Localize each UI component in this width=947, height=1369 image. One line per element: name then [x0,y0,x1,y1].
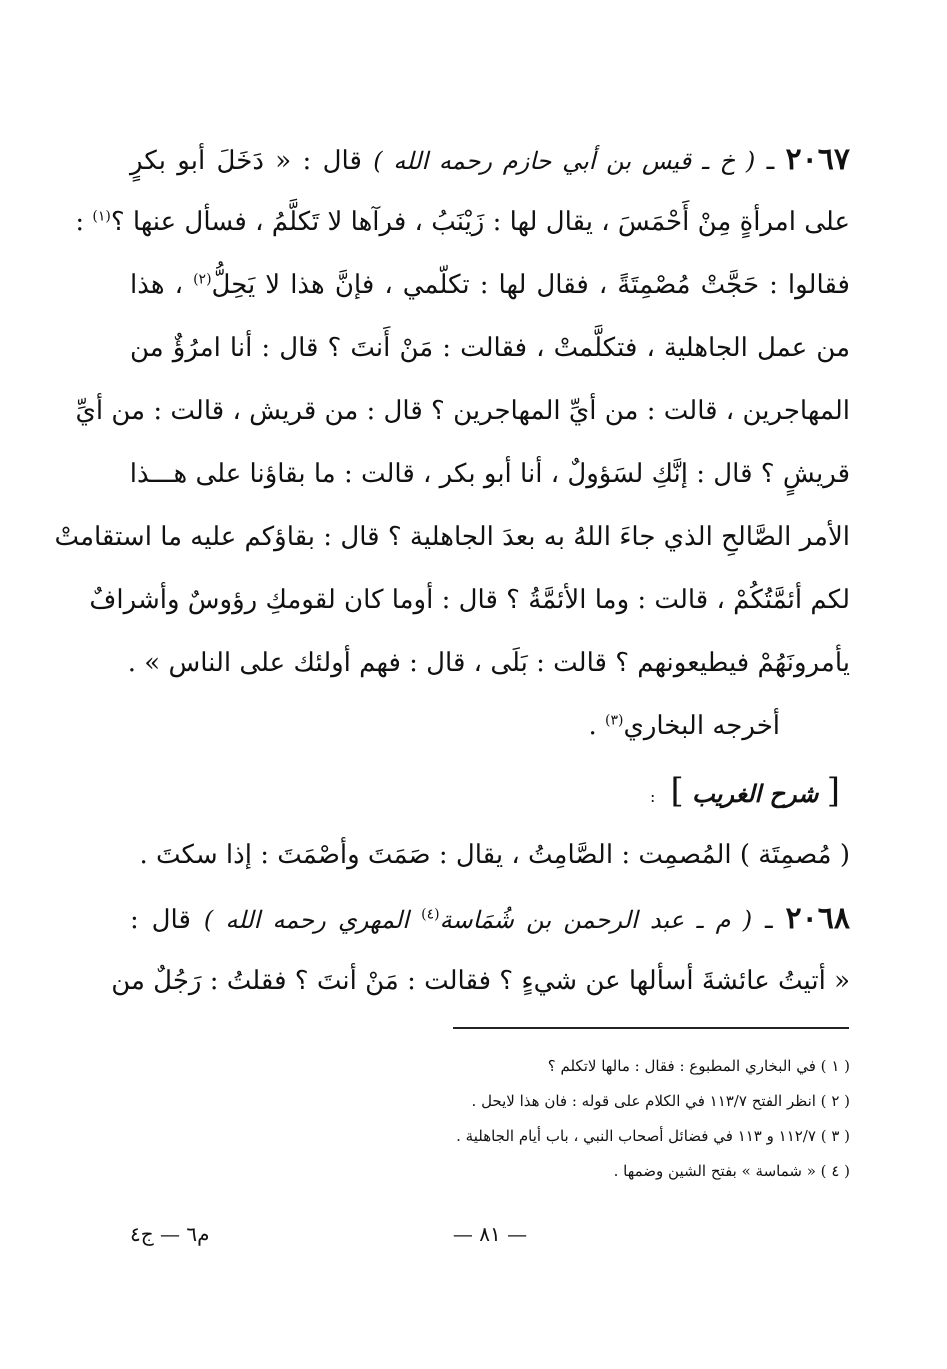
footnote-2: ( ٢ ) انظر الفتح ١١٣/٧ في الكلام على قوله : فان هذا لايحل . [471,1092,850,1110]
hadith-2067-line-4: من عمل الجاهلية ، فتكلَّمتْ ، فقالت : مَنْ أَنتَ ؟ قال : أنا امرُؤٌ من [130,333,850,363]
footnote-ref-1: (١) [92,208,111,225]
footnote-ref-3: (٣) [605,712,624,729]
footnote-4: ( ٤ ) « شماسة » بفتح الشين وضمها . [613,1162,850,1180]
hadith-2067-line-3: فقالوا : حَجَّتْ مُصْمِتَةً ، فقال لها : تكلّمي ، فإنَّ هذا لا يَحِلُّ$^{(٢)}$ ، هذا [130,270,850,300]
gharib-explanation: ( مُصمِتَة ) المُصمِت : الصَّامِتُ ، يقال : صَمَتَ وأصْمَتَ : إذا سكتَ . [139,840,850,870]
gharib-title: شرح الغريب [692,779,819,808]
footnote-1: ( ١ ) في البخاري المطبوع : فقال : مالها لاتكلم ؟ [547,1057,850,1075]
hadith-2067-line-6: قريشٍ ؟ قال : إنَّكِ لسَؤولٌ ، أنا أبو بكر ، قالت : ما بقاؤنا على هـــذا [129,459,850,489]
hadith-2067-line-7: الأمر الصَّالحِ الذي جاءَ اللهُ به بعدَ الجاهلية ؟ قال : بقاؤكم عليه ما استقامتْ [54,522,850,552]
hadith-2068-line-2: « أتيتُ عائشةَ أسألها عن شيءٍ ؟ فقالت : مَنْ أنتَ ؟ فقلتُ : رَجُلٌ من [111,966,850,996]
footnote-3: ( ٣ ) ١١٢/٧ و ١١٣ في فضائل أصحاب النبي ، باب أيام الجاهلية . [456,1127,850,1145]
gharib-heading: [ شرح الغريب ] : [650,771,840,811]
body-text [54,128,850,1013]
printer-signature: م٦ — ج٤ [130,1222,210,1246]
hadith-number-2067: ٢٠٦٧ [785,142,850,177]
takhrij-line: أخرجه البخاري$^{(٣)}$ . [588,711,780,741]
page-number: — ٨١ — [452,1222,528,1246]
footnote-ref-2: (٢) [193,271,212,288]
hadith-number-2068: ٢٠٦٨ [785,901,850,936]
hadith-2067-line-1: ٢٠٦٧ ـ ( خ ـ قيس بن أبي حازم رحمه الله ) قال : « دَخَلَ أبو بكرٍ [130,142,850,177]
hadith-2067-line-2: على امرأةٍ مِنْ أَحْمَسَ ، يقال لها : زَيْنَبُ ، فرآها لا تَكلَّمُ ، فسأل عنها ؟$^{(١)}$ : [75,207,850,237]
hadith-2067-line-8: لكم أئمَّتُكُمْ ، قالت : وما الأئمَّةُ ؟ قال : أوما كان لقومكِ رؤوسٌ وأشرافٌ [89,585,850,615]
hadith-2067-line-9: يأمرونَهُمْ فيطيعونهم ؟ قالت : بَلَى ، قال : فهم أولئك على الناس » . [127,648,850,678]
footnotes [250,1049,850,1189]
hadith-source-2068: ( م ـ عبد الرحمن بن شُمَاسة [439,906,753,934]
hadith-source-2067: ( خ ـ قيس بن أبي حازم رحمه الله ) [373,147,756,175]
hadith-2068-line-1: ٢٠٦٨ ـ ( م ـ عبد الرحمن بن شُمَاسة$^{(٤)}$ المهري رحمه الله ) قال : [130,901,850,936]
footnote-divider [453,1027,849,1029]
footnote-ref-4: (٤) [421,906,440,923]
hadith-2067-line-5: المهاجرين ، قالت : من أيِّ المهاجرين ؟ قال : من قريش ، قالت : من أيِّ [75,396,850,426]
